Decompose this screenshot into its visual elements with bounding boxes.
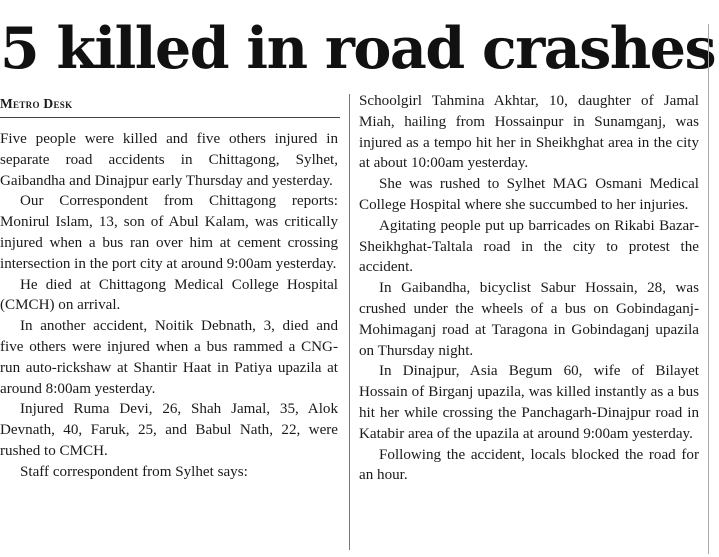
paragraph: In Dinajpur, Asia Begum 60, wife of Bilayet Hossain of Birganj upazila, was killed instantly as a bus hit her while crossing the Panchagarh-Dinajpur road in Katabir area of the upazila at around 9:00am yesterday. — [359, 363, 699, 442]
clipping-edge — [708, 24, 709, 554]
headline: 5 killed in road crashes — [0, 15, 716, 82]
paragraph: She was rushed to Sylhet MAG Osmani Medical College Hospital where she succumbed to her injuries. — [359, 176, 699, 213]
byline-rule — [0, 117, 340, 118]
paragraph: Injured Ruma Devi, 26, Shah Jamal, 35, Alok Devnath, 40, Faruk, 25, and Babul Nath, 22, were rushed to CMCH. — [0, 401, 338, 459]
article-column-left — [0, 129, 338, 483]
paragraph: Following the accident, locals blocked the road for an hour. — [359, 446, 699, 484]
paragraph: Five people were killed and five others injured in separate road accidents in Chittagong, Sylhet, Gaibandha and Dinajpur early Thursday and yesterday. — [0, 131, 338, 189]
byline: Metro Desk — [0, 96, 73, 111]
column-divider — [349, 94, 350, 550]
paragraph: Schoolgirl Tahmina Akhtar, 10, daughter of Jamal Miah, hailing from Hossainpur in Sunamganj, was injured as a tempo hit her in Sheikhghat area in the city at about 10:00am yesterday. — [359, 93, 699, 172]
paragraph: Agitating people put up barricades on Rikabi Bazar-Sheikhghat-Taltala road in the city to protest the accident. — [359, 217, 699, 276]
paragraph: In Gaibandha, bicyclist Sabur Hossain, 28, was crushed under the wheels of a bus on Gobindaganj-Mohimaganj road at Taragona in Gobindaganj upazila on Thursday night. — [359, 280, 699, 359]
article-column-right — [359, 91, 699, 486]
paragraph: Staff correspondent from Sylhet says: — [20, 463, 248, 480]
paragraph: In another accident, Noitik Debnath, 3, died and five others were injured when a bus rammed a CNG-run auto-rickshaw at Shantir Haat in Patiya upazila at around 8:00am yesterday. — [0, 318, 338, 397]
paragraph: He died at Chittagong Medical College Hospital (CMCH) on arrival. — [0, 276, 338, 314]
paragraph: Our Correspondent from Chittagong reports: Monirul Islam, 13, son of Abul Kalam, was critically injured when a bus ran over him at cement crossing intersection in the port city at around 9:00am yesterday. — [0, 193, 338, 272]
